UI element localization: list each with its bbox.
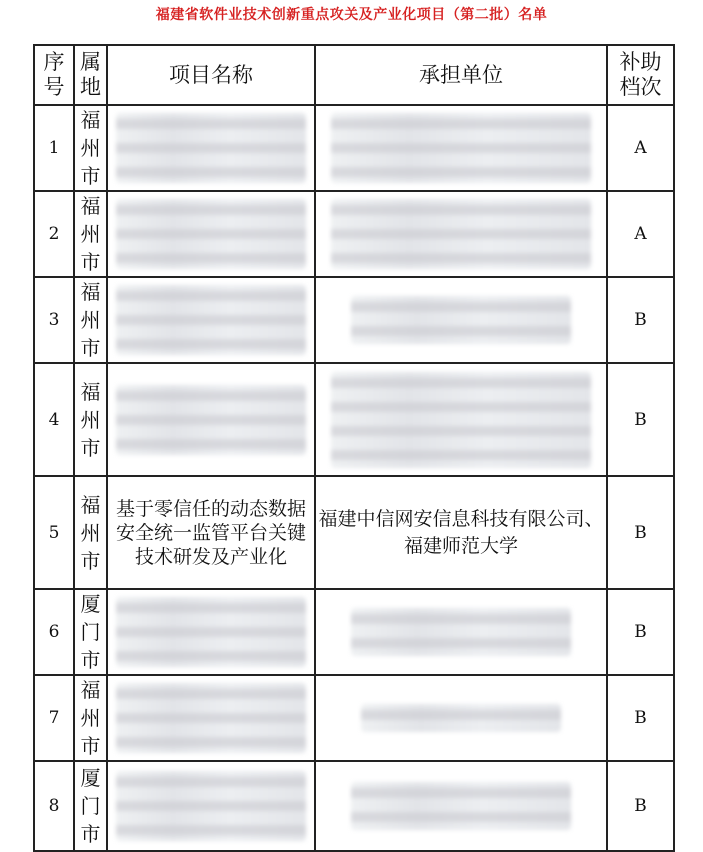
row-no: 1 — [34, 105, 74, 191]
row-area: 福 州 市 — [74, 675, 107, 761]
table-row — [34, 191, 674, 277]
table-row — [34, 363, 674, 476]
redacted-project-name — [107, 675, 315, 761]
table-row — [34, 675, 674, 761]
redacted-unit — [315, 675, 607, 761]
redacted-unit — [315, 277, 607, 363]
row-area: 福 州 市 — [74, 105, 107, 191]
row-no: 3 — [34, 277, 74, 363]
project-list-table — [33, 44, 675, 852]
row-area: 福 州 市 — [74, 363, 107, 476]
row-area: 福 州 市 — [74, 277, 107, 363]
redacted-unit — [315, 363, 607, 476]
row-area: 厦 门 市 — [74, 761, 107, 851]
redacted-unit — [315, 105, 607, 191]
row-no: 2 — [34, 191, 74, 277]
row-grade: B — [607, 675, 674, 761]
redacted-project-name — [107, 363, 315, 476]
row-area: 福 州 市 — [74, 191, 107, 277]
redacted-unit — [315, 589, 607, 675]
table-row — [34, 277, 674, 363]
row-no: 7 — [34, 675, 74, 761]
row-area: 福 州 市 — [74, 476, 107, 589]
redacted-project-name — [107, 191, 315, 277]
table-row — [34, 589, 674, 675]
table-row — [34, 476, 674, 589]
document-title: 福建省软件业技术创新重点攻关及产业化项目（第二批）名单 — [155, 7, 548, 23]
header-unit: 承担单位 — [315, 45, 607, 105]
project-name: 基于零信任的动态数据安全统一监管平台关键技术研发及产业化 — [107, 476, 315, 589]
header-project-name: 项目名称 — [107, 45, 315, 105]
redacted-unit — [315, 761, 607, 851]
redacted-project-name — [107, 589, 315, 675]
row-area: 厦 门 市 — [74, 589, 107, 675]
header-grade: 补助 档次 — [607, 45, 674, 105]
redacted-project-name — [107, 105, 315, 191]
header-area: 属 地 — [74, 45, 107, 105]
row-grade: A — [607, 105, 674, 191]
row-no: 6 — [34, 589, 74, 675]
unit-name: 福建中信网安信息科技有限公司、福建师范大学 — [315, 476, 607, 589]
row-no: 8 — [34, 761, 74, 851]
row-grade: A — [607, 191, 674, 277]
redacted-project-name — [107, 761, 315, 851]
table-row — [34, 105, 674, 191]
table-row — [34, 761, 674, 851]
table-header-row — [34, 45, 674, 105]
redacted-project-name — [107, 277, 315, 363]
row-grade: B — [607, 277, 674, 363]
row-grade: B — [607, 589, 674, 675]
row-no: 5 — [34, 476, 74, 589]
redacted-unit — [315, 191, 607, 277]
row-grade: B — [607, 761, 674, 851]
header-no: 序 号 — [34, 45, 74, 105]
row-grade: B — [607, 476, 674, 589]
row-no: 4 — [34, 363, 74, 476]
row-grade: B — [607, 363, 674, 476]
